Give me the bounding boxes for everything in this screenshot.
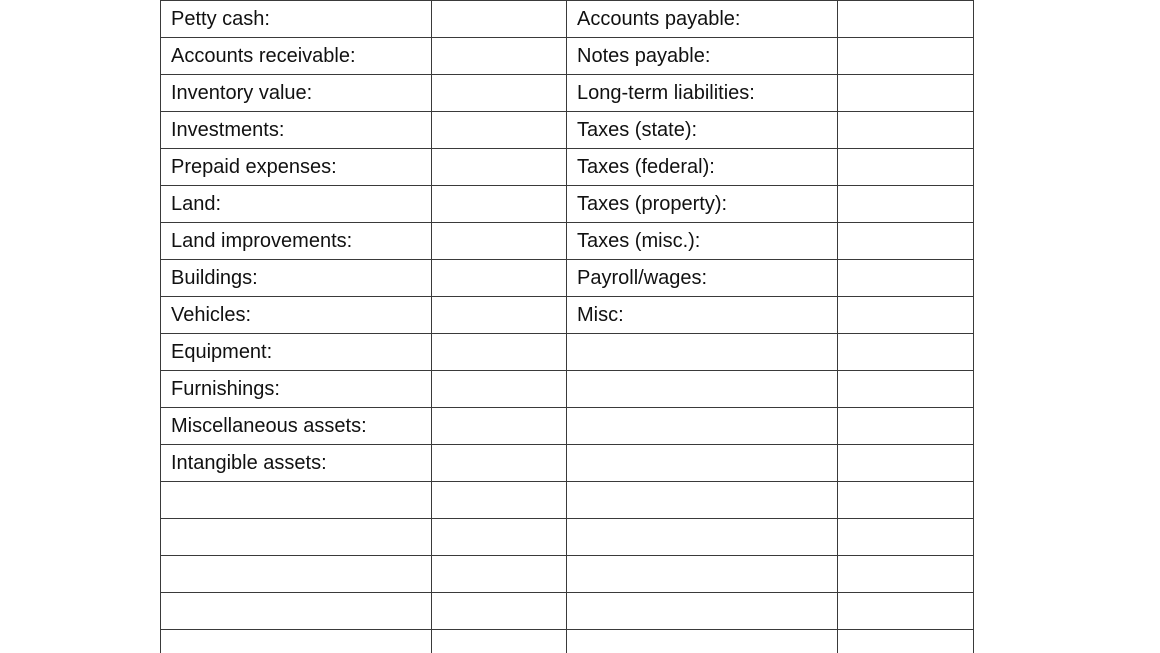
- liability-amount-cell[interactable]: [838, 223, 974, 260]
- liability-label: [567, 556, 838, 593]
- liability-amount-cell[interactable]: [838, 38, 974, 75]
- asset-amount-cell[interactable]: [432, 593, 567, 630]
- asset-label: Land:: [161, 186, 432, 223]
- liability-amount-cell[interactable]: [838, 149, 974, 186]
- asset-amount-cell[interactable]: [432, 408, 567, 445]
- table-row: [161, 593, 974, 630]
- asset-label: Petty cash:: [161, 1, 432, 38]
- liability-amount-cell[interactable]: [838, 445, 974, 482]
- asset-amount-cell[interactable]: [432, 1, 567, 38]
- table-row: [161, 445, 974, 482]
- liability-label: Taxes (federal):: [567, 149, 838, 186]
- liability-amount-cell[interactable]: [838, 556, 974, 593]
- asset-amount-cell[interactable]: [432, 371, 567, 408]
- liability-label: Long-term liabilities:: [567, 75, 838, 112]
- table-row: [161, 371, 974, 408]
- asset-label: Vehicles:: [161, 297, 432, 334]
- asset-label: [161, 593, 432, 630]
- liability-amount-cell[interactable]: [838, 186, 974, 223]
- asset-amount-cell[interactable]: [432, 149, 567, 186]
- asset-label: Prepaid expenses:: [161, 149, 432, 186]
- assets-liabilities-table: [160, 0, 974, 653]
- liability-label: [567, 334, 838, 371]
- asset-amount-cell[interactable]: [432, 556, 567, 593]
- asset-label: [161, 630, 432, 653]
- liability-amount-cell[interactable]: [838, 334, 974, 371]
- asset-amount-cell[interactable]: [432, 186, 567, 223]
- liability-label: Notes payable:: [567, 38, 838, 75]
- liability-amount-cell[interactable]: [838, 408, 974, 445]
- liability-label: [567, 482, 838, 519]
- table-row: [161, 186, 974, 223]
- asset-amount-cell[interactable]: [432, 223, 567, 260]
- liability-amount-cell[interactable]: [838, 260, 974, 297]
- asset-label: Buildings:: [161, 260, 432, 297]
- asset-amount-cell[interactable]: [432, 75, 567, 112]
- asset-label: Accounts receivable:: [161, 38, 432, 75]
- liability-label: Taxes (state):: [567, 112, 838, 149]
- liability-label: [567, 371, 838, 408]
- liability-amount-cell[interactable]: [838, 112, 974, 149]
- asset-label: Intangible assets:: [161, 445, 432, 482]
- liability-amount-cell[interactable]: [838, 75, 974, 112]
- asset-amount-cell[interactable]: [432, 630, 567, 653]
- asset-amount-cell[interactable]: [432, 260, 567, 297]
- liability-label: Accounts payable:: [567, 1, 838, 38]
- asset-label: Inventory value:: [161, 75, 432, 112]
- asset-amount-cell[interactable]: [432, 519, 567, 556]
- asset-label: [161, 482, 432, 519]
- liability-amount-cell[interactable]: [838, 630, 974, 653]
- asset-label: Investments:: [161, 112, 432, 149]
- asset-label: Miscellaneous assets:: [161, 408, 432, 445]
- liability-label: Misc:: [567, 297, 838, 334]
- liability-label: [567, 593, 838, 630]
- liability-amount-cell[interactable]: [838, 297, 974, 334]
- liability-amount-cell[interactable]: [838, 519, 974, 556]
- table-row: [161, 482, 974, 519]
- table-row: [161, 1, 974, 38]
- asset-label: [161, 556, 432, 593]
- liability-label: Taxes (misc.):: [567, 223, 838, 260]
- table-row: [161, 149, 974, 186]
- table-row: [161, 630, 974, 653]
- liability-label: [567, 630, 838, 653]
- asset-label: Equipment:: [161, 334, 432, 371]
- liability-label: Payroll/wages:: [567, 260, 838, 297]
- liability-label: [567, 519, 838, 556]
- asset-label: [161, 519, 432, 556]
- table-row: [161, 223, 974, 260]
- asset-amount-cell[interactable]: [432, 38, 567, 75]
- liability-label: [567, 445, 838, 482]
- asset-amount-cell[interactable]: [432, 112, 567, 149]
- asset-label: Land improvements:: [161, 223, 432, 260]
- table-row: [161, 297, 974, 334]
- asset-amount-cell[interactable]: [432, 334, 567, 371]
- liability-amount-cell[interactable]: [838, 593, 974, 630]
- asset-amount-cell[interactable]: [432, 445, 567, 482]
- asset-amount-cell[interactable]: [432, 482, 567, 519]
- table-row: [161, 408, 974, 445]
- liability-amount-cell[interactable]: [838, 1, 974, 38]
- table-row: [161, 334, 974, 371]
- asset-amount-cell[interactable]: [432, 297, 567, 334]
- liability-label: Taxes (property):: [567, 186, 838, 223]
- table-row: [161, 75, 974, 112]
- liability-amount-cell[interactable]: [838, 371, 974, 408]
- table-row: [161, 260, 974, 297]
- table-row: [161, 38, 974, 75]
- table-row: [161, 556, 974, 593]
- liability-label: [567, 408, 838, 445]
- table-row: [161, 519, 974, 556]
- ledger-sheet: [160, 0, 974, 653]
- liability-amount-cell[interactable]: [838, 482, 974, 519]
- asset-label: Furnishings:: [161, 371, 432, 408]
- table-row: [161, 112, 974, 149]
